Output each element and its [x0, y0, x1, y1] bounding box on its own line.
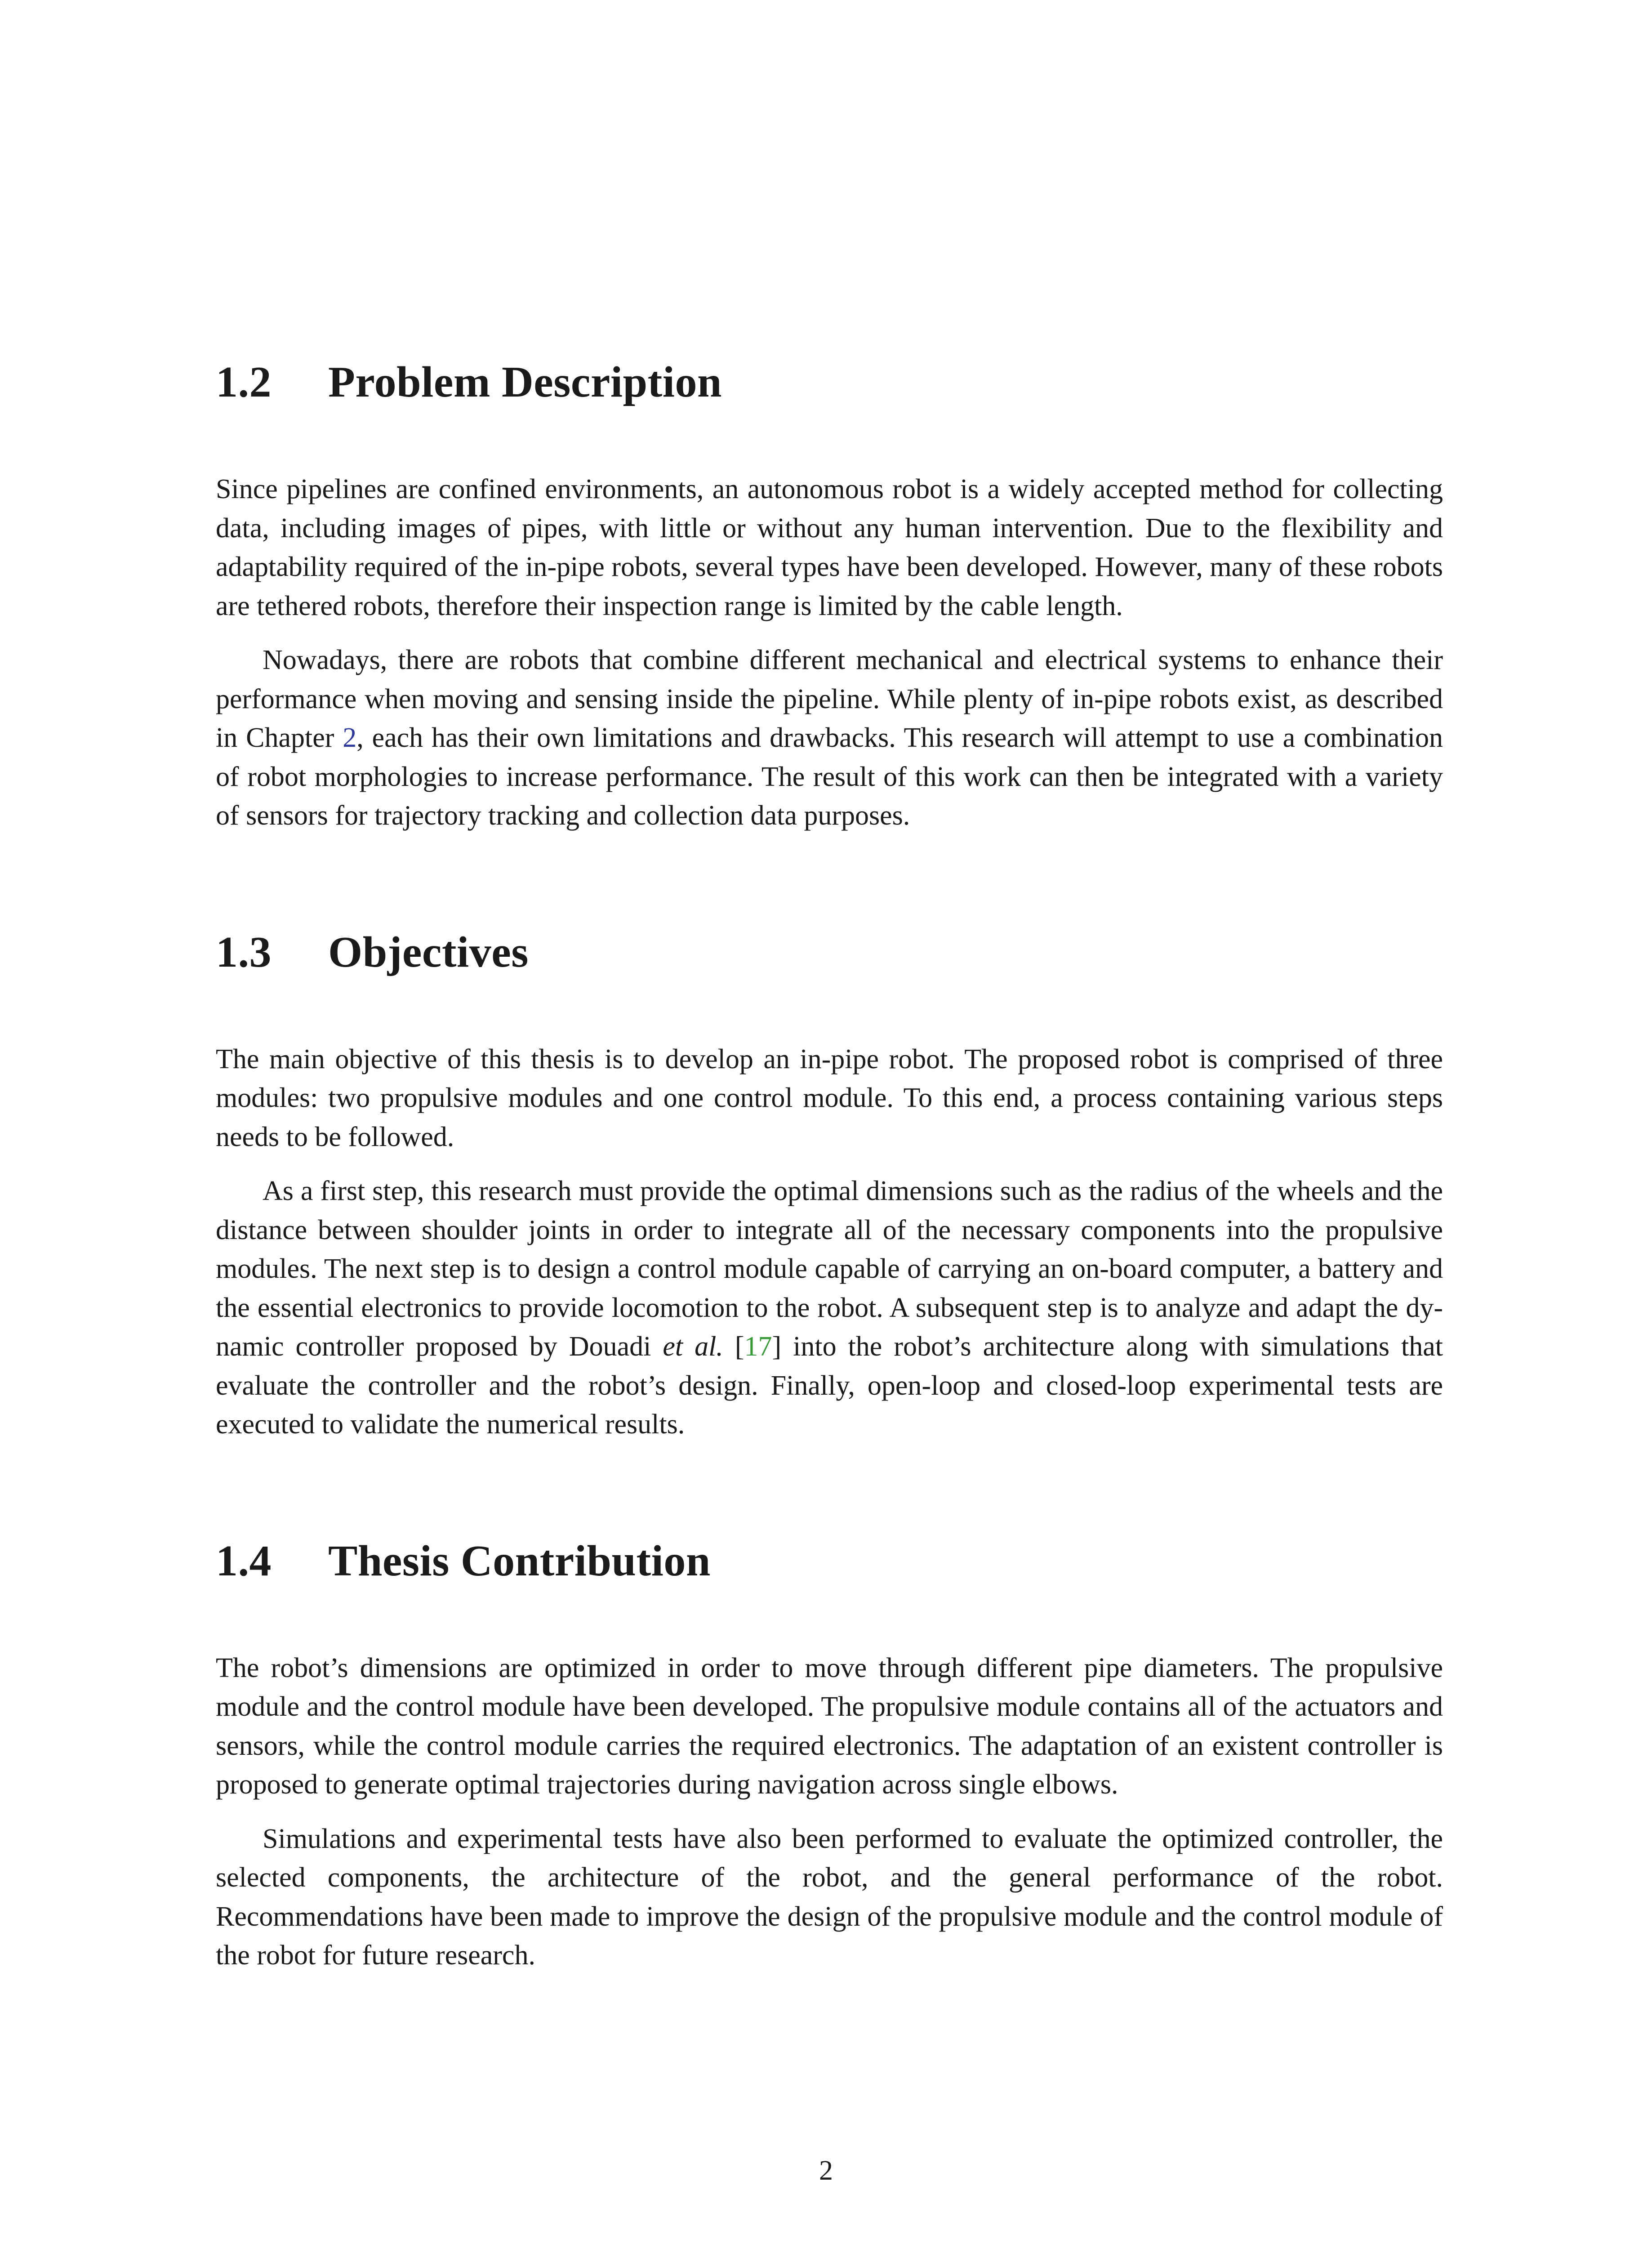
paragraph-text: Nowadays, there are robots that combine different mechanical and electrical systems to enhance their performance when moving and sensing inside the pipeline. While plenty of in-pipe robots exist, as described in Chapter: [216, 645, 1443, 753]
paragraph: The robot’s dimensions are optimized in order to move through different pipe diameters. The propulsive module and the control module have been developed. The propulsive module contains all of the actuators and sensors, while the control module carries the required electronics. The adaptation of an existent controller is proposed to generate optimal trajectories during navigation across single elbows.: [216, 1652, 1443, 1800]
paragraph: Since pipelines are confined environments, an autonomous robot is a widely accepted method for collecting data, including images of pipes, with little or without any human intervention. Due to the flexibility and adaptability required of the in-pipe robots, several types have been developed. However, many of these robots are tethered robots, therefore their inspection range is limited by the cable length.: [216, 474, 1443, 621]
page-body: [216, 351, 1443, 1975]
section-heading: [216, 1530, 1443, 1592]
page-number: 2: [819, 2155, 833, 2186]
section-number: 1.2: [216, 358, 272, 406]
section-objectives: [216, 921, 1443, 1444]
paragraph: [216, 1172, 1443, 1444]
citation-bracket-open: [: [723, 1331, 744, 1362]
paragraph-text: As a first step, this research must provide the optimal dimensions such as the radius of the wheels and the distance between shoulder joints in order to integrate all of the necessary components into the propulsive modules. The next step is to design a control module capable of carrying an on-board computer, a battery and the essential electronics to provide locomotion to the robot. A subsequent step is to analyze and adapt the dynamic controller proposed by Douadi: [216, 1176, 1443, 1362]
citation-bracket-close: ]: [772, 1331, 782, 1362]
section-thesis-contribution: [216, 1530, 1443, 1975]
paragraph-text: , each has their own limitations and drawbacks. This research will attempt to use a combination of robot morphologies to increase performance. The result of this work can then be integrated with a variety of sensors for trajectory tracking and collection data purposes.: [216, 723, 1443, 831]
section-title: Problem Description: [328, 358, 722, 406]
chapter-link[interactable]: 2: [343, 723, 357, 753]
paragraph: Simulations and experimental tests have also been performed to evaluate the optimized controller, the selected components, the architecture of the robot, and the general performance of the robot. Recommendations have been made to improve the design of the propulsive module and the control module of the robot for future research.: [216, 1823, 1443, 1971]
paragraph: [216, 641, 1443, 835]
section-number: 1.3: [216, 928, 272, 977]
section-heading: [216, 351, 1443, 414]
section-title: Objectives: [328, 928, 529, 977]
section-title: Thesis Contribution: [328, 1536, 711, 1585]
paragraph: The main objective of this thesis is to develop an in-pipe robot. The proposed robot is comprised of three modules: two propulsive modules and one control module. To this end, a process containing various steps needs to be followed.: [216, 1044, 1443, 1152]
italic-text: et al.: [663, 1331, 723, 1362]
section-number: 1.4: [216, 1536, 272, 1585]
citation-link[interactable]: 17: [744, 1331, 772, 1362]
paragraph-text: into the robot’s architecture along with simulations that evaluate the controller and the robot’s design. Finally, open-loop and closed-loop experimental tests are executed to validate the numerical results.: [216, 1331, 1443, 1440]
section-heading: [216, 921, 1443, 984]
section-problem-description: [216, 351, 1443, 835]
